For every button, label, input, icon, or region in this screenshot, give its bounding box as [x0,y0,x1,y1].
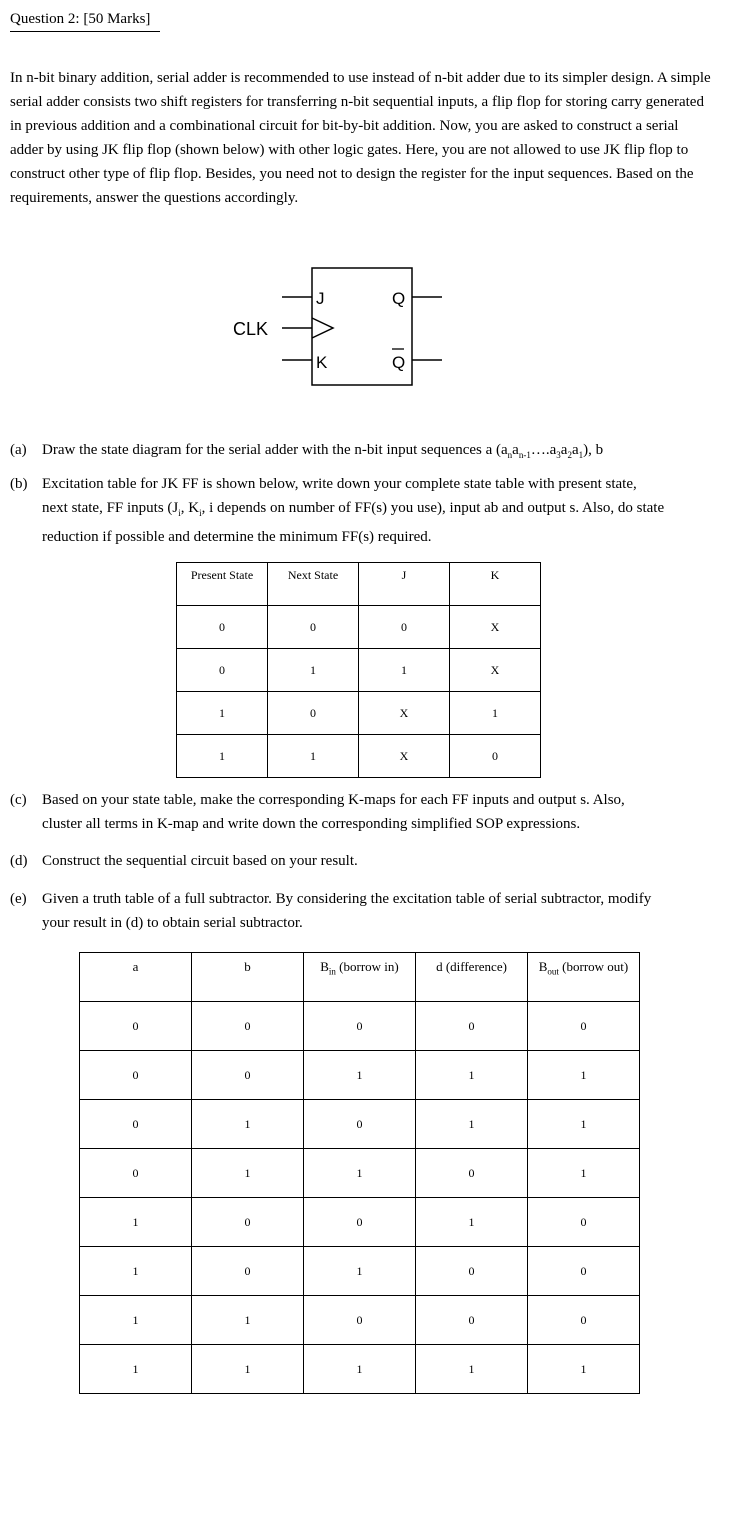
question-d: (d) Construct the sequential circuit based on your result. [10,849,722,873]
table-row [80,1198,640,1247]
table-cell: 0 [192,1198,304,1247]
table-cell: 0 [80,1051,192,1100]
table-cell: 1 [304,1345,416,1394]
question-e-label: (e) [10,891,27,907]
intro-paragraph: In n-bit binary addition, serial adder is recommended to use instead of n-bit adder due to its simpler design. A simple serial adder consists two shift registers for transferring n-bit sequential inputs, a flip flop for storing carry generated in previous addition and a combinational circuit for bit-by-bit addition. Now, you are asked to construct a serial adder by using JK flip flop (shown below) with other logic gates. Here, you are not allowed to use JK flip flop to construct other type of flip flop. Besides, you need not to design the register for the input sequences. Based on the requirements, answer the questions accordingly. [10,70,711,206]
table-cell: 1 [304,1051,416,1100]
table-cell: 0 [192,1247,304,1296]
table-cell: X [450,606,541,649]
clk-label: CLK [233,319,269,339]
question-a-label: (a) [10,442,27,458]
table-row [80,1296,640,1345]
table-row [177,606,541,649]
table-cell: 0 [528,1002,640,1051]
table-cell: 1 [528,1149,640,1198]
table-row [177,692,541,735]
table-cell: 0 [528,1296,640,1345]
table-header-cell: b [192,953,304,1002]
question-c: (c) Based on your state table, make the corresponding K-maps for each FF inputs and output s. Also, cluster all terms in K-map and write down the corresponding simplified SOP expressions. [10,788,722,836]
table-cell: 0 [528,1247,640,1296]
table-cell: 0 [416,1149,528,1198]
table-cell: 1 [416,1100,528,1149]
table-row [177,735,541,778]
question-c-label: (c) [10,792,27,808]
table-cell: 0 [416,1247,528,1296]
table-cell: 1 [416,1345,528,1394]
table-cell: 1 [450,692,541,735]
jk-excitation-table [176,562,541,778]
qbar-label: Q [392,353,406,372]
table-cell: 0 [450,735,541,778]
table-cell: 1 [177,735,268,778]
table-cell: 0 [80,1149,192,1198]
table-cell: 1 [177,692,268,735]
question-b: (b) Excitation table for JK FF is shown below, write down your complete state table with present state, next state, FF inputs ($J_i$, $K_i$, i depends on number of FF(s) you use), input ab and output s. Also, do state reduction if possible and determine the minimum FF(s) required. [10,472,722,549]
table-cell: 0 [192,1051,304,1100]
table-cell: 0 [192,1002,304,1051]
table-row [80,1100,640,1149]
table-cell: 0 [268,606,359,649]
table-cell: X [359,735,450,778]
question-b-label: (b) [10,476,28,492]
table-cell: 1 [359,649,450,692]
table-row [80,1002,640,1051]
table-cell: 1 [192,1345,304,1394]
table-cell: 1 [268,649,359,692]
table-cell: 0 [359,606,450,649]
table-row [80,1345,640,1394]
table-cell: 1 [80,1198,192,1247]
table-cell: 1 [416,1198,528,1247]
table-header-cell: K [450,563,541,606]
table-cell: 1 [192,1100,304,1149]
table-cell: 0 [80,1002,192,1051]
table-cell: 0 [528,1198,640,1247]
title-underline [10,31,160,32]
table-cell: 0 [268,692,359,735]
table-row [80,1051,640,1100]
table-cell: 0 [177,606,268,649]
full-subtractor-table [79,952,640,1394]
table-header-cell: Present State [177,563,268,606]
table-cell: 1 [528,1345,640,1394]
question-title: Question 2: [50 Marks] [10,11,151,27]
table-cell: 1 [416,1051,528,1100]
table-cell: 0 [304,1100,416,1149]
table-header-cell: a [80,953,192,1002]
table-cell: 1 [192,1149,304,1198]
table-cell: 1 [528,1051,640,1100]
table-cell: 0 [304,1296,416,1345]
table-header-row [177,563,541,606]
q-label: Q [392,289,406,308]
table-cell: 0 [80,1100,192,1149]
table-cell: X [359,692,450,735]
table-cell: 0 [304,1002,416,1051]
table-cell: 0 [304,1198,416,1247]
question-e: (e) Given a truth table of a full subtractor. By considering the excitation table of serial subtractor, modify your result in (d) to obtain serial subtractor. [10,887,722,935]
table-cell: 0 [416,1296,528,1345]
table-cell: 1 [192,1296,304,1345]
table-header-cell: $B_{in}$ (borrow in) [304,953,416,1002]
table-cell: 1 [80,1296,192,1345]
table-row [80,1149,640,1198]
table-cell: 1 [304,1247,416,1296]
flipflop-body [312,268,412,385]
table-header-cell: $B_{out}$ (borrow out) [528,953,640,1002]
table-cell: 1 [528,1100,640,1149]
table-cell: 1 [80,1345,192,1394]
table-header-cell: Next State [268,563,359,606]
k-label: K [316,353,328,372]
question-a: (a) Draw the state diagram for the serial adder with the n-bit input sequences a $(a_na_{n-1}\dots.a_3a_2a_1)$, b [10,438,722,467]
table-header-cell: J [359,563,450,606]
table-row [177,649,541,692]
clock-triangle-icon [312,318,333,338]
table-header-row [80,953,640,1002]
table-cell: 0 [416,1002,528,1051]
table-cell: X [450,649,541,692]
question-d-label: (d) [10,853,28,869]
table-cell: 0 [177,649,268,692]
j-label: J [316,289,325,308]
table-cell: 1 [268,735,359,778]
table-cell: 1 [304,1149,416,1198]
table-header-cell: d (difference) [416,953,528,1002]
table-row [80,1247,640,1296]
table-cell: 1 [80,1247,192,1296]
